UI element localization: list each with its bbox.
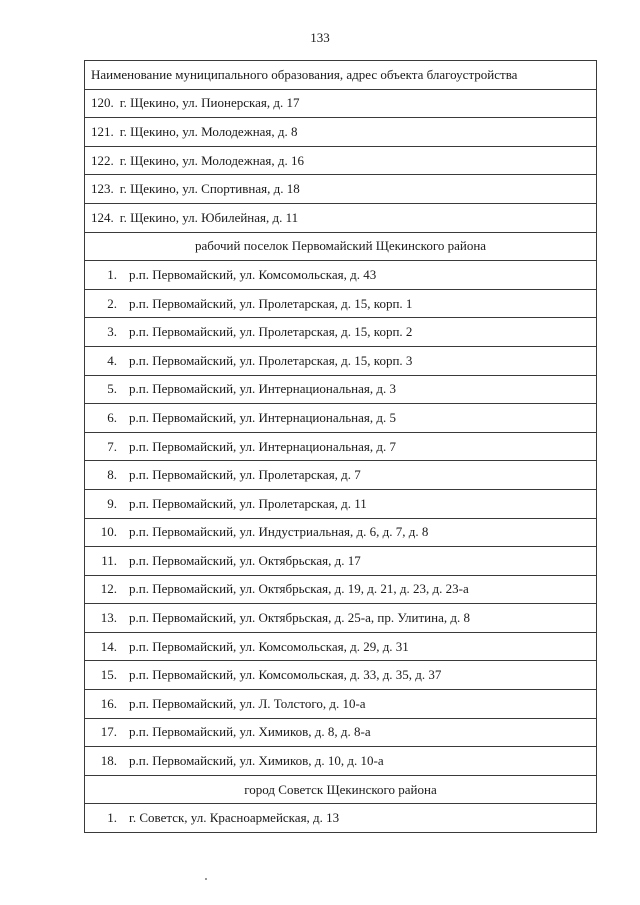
row-number: 10. bbox=[100, 524, 117, 540]
row-number: 6. bbox=[107, 409, 117, 425]
address-text: р.п. Первомайский, ул. Комсомольская, д. 33, д. 35, д. 37 bbox=[129, 667, 442, 683]
section-row bbox=[85, 232, 597, 261]
table-row bbox=[85, 404, 597, 433]
address-cell bbox=[85, 489, 597, 518]
table-row bbox=[85, 518, 597, 547]
address-cell bbox=[85, 804, 597, 833]
table-row bbox=[85, 604, 597, 633]
table-row bbox=[85, 318, 597, 347]
address-text: р.п. Первомайский, ул. Октябрьская, д. 19, д. 21, д. 23, д. 23-а bbox=[129, 581, 469, 597]
row-number: 124. bbox=[91, 209, 114, 225]
table-row bbox=[85, 289, 597, 318]
address-cell bbox=[85, 604, 597, 633]
address-text: р.п. Первомайский, ул. Пролетарская, д. 15, корп. 2 bbox=[129, 324, 413, 340]
section-title: рабочий поселок Первомайский Щекинского района bbox=[85, 232, 597, 261]
table-row bbox=[85, 261, 597, 290]
table-row bbox=[85, 747, 597, 776]
address-text: р.п. Первомайский, ул. Интернациональная, д. 5 bbox=[129, 409, 396, 425]
address-cell bbox=[85, 318, 597, 347]
address-cell bbox=[85, 690, 597, 719]
row-number: 122. bbox=[91, 152, 114, 168]
section-row bbox=[85, 775, 597, 804]
address-text: р.п. Первомайский, ул. Пролетарская, д. 11 bbox=[129, 495, 367, 511]
page-number: 133 bbox=[310, 30, 330, 45]
row-number: 13. bbox=[100, 610, 117, 626]
table-row bbox=[85, 146, 597, 175]
address-cell bbox=[85, 89, 597, 118]
address-cell bbox=[85, 575, 597, 604]
address-cell bbox=[85, 261, 597, 290]
table-row bbox=[85, 718, 597, 747]
address-cell bbox=[85, 547, 597, 576]
address-text: р.п. Первомайский, ул. Комсомольская, д. 29, д. 31 bbox=[129, 638, 409, 654]
row-number: 12. bbox=[100, 581, 117, 597]
address-cell bbox=[85, 461, 597, 490]
address-cell bbox=[85, 718, 597, 747]
address-text: р.п. Первомайский, ул. Пролетарская, д. 15, корп. 1 bbox=[129, 295, 413, 311]
table-row bbox=[85, 118, 597, 147]
table-row bbox=[85, 461, 597, 490]
row-number: 9. bbox=[107, 495, 117, 511]
row-number: 121. bbox=[91, 123, 114, 139]
table-row bbox=[85, 632, 597, 661]
row-number: 8. bbox=[107, 467, 117, 483]
address-text: г. Щекино, ул. Спортивная, д. 18 bbox=[119, 181, 300, 197]
address-text: г. Щекино, ул. Пионерская, д. 17 bbox=[119, 95, 300, 111]
table-row bbox=[85, 203, 597, 232]
row-number: 17. bbox=[100, 724, 117, 740]
address-text: р.п. Первомайский, ул. Пролетарская, д. 15, корп. 3 bbox=[129, 352, 413, 368]
address-text: г. Щекино, ул. Молодежная, д. 16 bbox=[119, 152, 305, 168]
scan-speck bbox=[205, 878, 207, 880]
address-cell bbox=[85, 632, 597, 661]
table-row bbox=[85, 375, 597, 404]
address-text: г. Советск, ул. Красноармейская, д. 13 bbox=[129, 810, 340, 826]
row-number: 18. bbox=[100, 753, 117, 769]
row-number: 2. bbox=[107, 295, 117, 311]
table-row bbox=[85, 89, 597, 118]
address-cell bbox=[85, 661, 597, 690]
address-cell bbox=[85, 203, 597, 232]
address-cell bbox=[85, 175, 597, 204]
table-row bbox=[85, 432, 597, 461]
row-number: 5. bbox=[107, 381, 117, 397]
row-number: 3. bbox=[107, 324, 117, 340]
address-text: р.п. Первомайский, ул. Химиков, д. 8, д. 8-а bbox=[129, 724, 371, 740]
row-number: 14. bbox=[100, 638, 117, 654]
address-text: р.п. Первомайский, ул. Химиков, д. 10, д. 10-а bbox=[129, 753, 384, 769]
row-number: 15. bbox=[100, 667, 117, 683]
address-text: г. Щекино, ул. Молодежная, д. 8 bbox=[119, 123, 298, 139]
address-text: р.п. Первомайский, ул. Пролетарская, д. 7 bbox=[129, 467, 361, 483]
address-text: р.п. Первомайский, ул. Интернациональная, д. 3 bbox=[129, 381, 396, 397]
address-cell bbox=[85, 346, 597, 375]
table-header-cell: Наименование муниципального образования, адрес объекта благоустройства bbox=[85, 61, 597, 90]
row-number: 120. bbox=[91, 95, 114, 111]
table-row bbox=[85, 175, 597, 204]
table-row bbox=[85, 489, 597, 518]
table-row bbox=[85, 804, 597, 833]
address-text: р.п. Первомайский, ул. Л. Толстого, д. 10-а bbox=[129, 695, 366, 711]
address-cell bbox=[85, 432, 597, 461]
table-header-row bbox=[85, 61, 597, 90]
address-cell bbox=[85, 118, 597, 147]
address-text: р.п. Первомайский, ул. Октябрьская, д. 25-а, пр. Улитина, д. 8 bbox=[129, 610, 470, 626]
objects-table bbox=[84, 60, 597, 833]
section-title: город Советск Щекинского района bbox=[85, 775, 597, 804]
address-cell bbox=[85, 518, 597, 547]
row-number: 16. bbox=[100, 695, 117, 711]
table-row bbox=[85, 690, 597, 719]
address-text: р.п. Первомайский, ул. Интернациональная, д. 7 bbox=[129, 438, 396, 454]
row-number: 1. bbox=[107, 266, 117, 282]
row-number: 11. bbox=[101, 552, 117, 568]
row-number: 123. bbox=[91, 181, 114, 197]
row-number: 1. bbox=[107, 810, 117, 826]
table-row bbox=[85, 575, 597, 604]
address-cell bbox=[85, 289, 597, 318]
row-number: 4. bbox=[107, 352, 117, 368]
row-number: 7. bbox=[107, 438, 117, 454]
address-cell bbox=[85, 747, 597, 776]
address-text: г. Щекино, ул. Юбилейная, д. 11 bbox=[119, 209, 299, 225]
address-cell bbox=[85, 146, 597, 175]
address-text: р.п. Первомайский, ул. Индустриальная, д. 6, д. 7, д. 8 bbox=[129, 524, 429, 540]
address-cell bbox=[85, 375, 597, 404]
table-row bbox=[85, 547, 597, 576]
table-row bbox=[85, 346, 597, 375]
address-cell bbox=[85, 404, 597, 433]
address-text: р.п. Первомайский, ул. Октябрьская, д. 17 bbox=[129, 552, 361, 568]
address-text: р.п. Первомайский, ул. Комсомольская, д. 43 bbox=[129, 266, 377, 282]
table-row bbox=[85, 661, 597, 690]
